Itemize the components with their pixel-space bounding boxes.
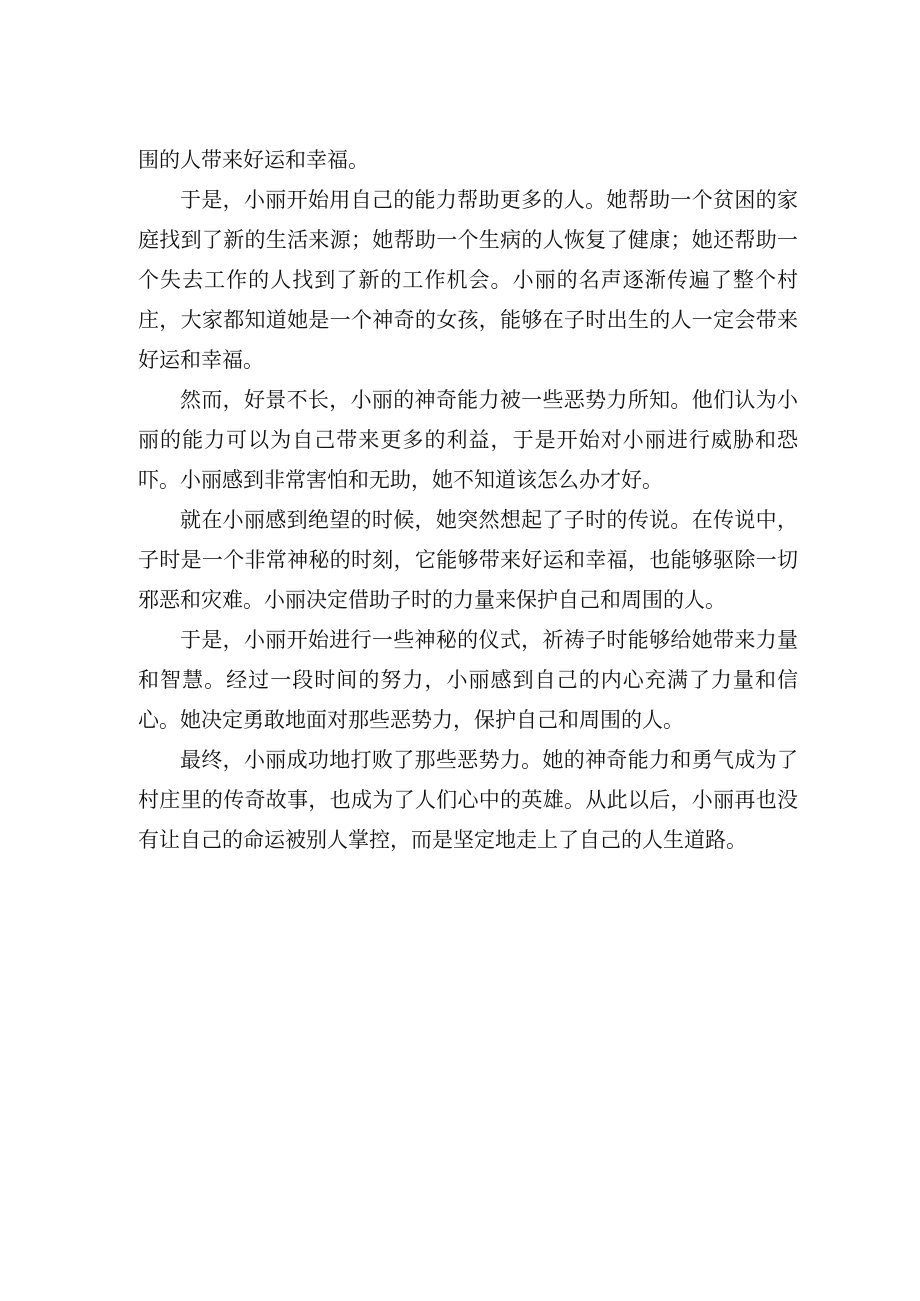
paragraph-help-others: 于是，小丽开始用自己的能力帮助更多的人。她帮助一个贫困的家庭找到了新的生活来源；她帮助一个生病的人恢复了健康；她还帮助一个失去工作的人找到了新的工作机会。小丽的名声逐渐传遍了整个村庄，大家都知道她是一个神奇的女孩，能够在子时出生的人一定会带来好运和幸福。 [138, 188, 798, 372]
paragraph-continued: 围的人带来好运和幸福。 [138, 148, 369, 172]
paragraph-zishi-legend: 就在小丽感到绝望的时候，她突然想起了子时的传说。在传说中，子时是一个非常神秘的时刻，它能够带来好运和幸福，也能够驱除一切邪恶和灾难。小丽决定借助子时的力量来保护自己和周围的人。 [138, 508, 798, 612]
paragraph-evil-forces: 然而，好景不长，小丽的神奇能力被一些恶势力所知。他们认为小丽的能力可以为自己带来更多的利益，于是开始对小丽进行威胁和恐吓。小丽感到非常害怕和无助，她不知道该怎么办才好。 [138, 388, 798, 492]
paragraph-ritual: 于是，小丽开始进行一些神秘的仪式，祈祷子时能够给她带来力量和智慧。经过一段时间的努力，小丽感到自己的内心充满了力量和信心。她决定勇敢地面对那些恶势力，保护自己和周围的人。 [138, 628, 798, 732]
document-body [138, 140, 798, 860]
paragraph-ending: 最终，小丽成功地打败了那些恶势力。她的神奇能力和勇气成为了村庄里的传奇故事，也成为了人们心中的英雄。从此以后，小丽再也没有让自己的命运被别人掌控，而是坚定地走上了自己的人生道路。 [138, 748, 798, 852]
